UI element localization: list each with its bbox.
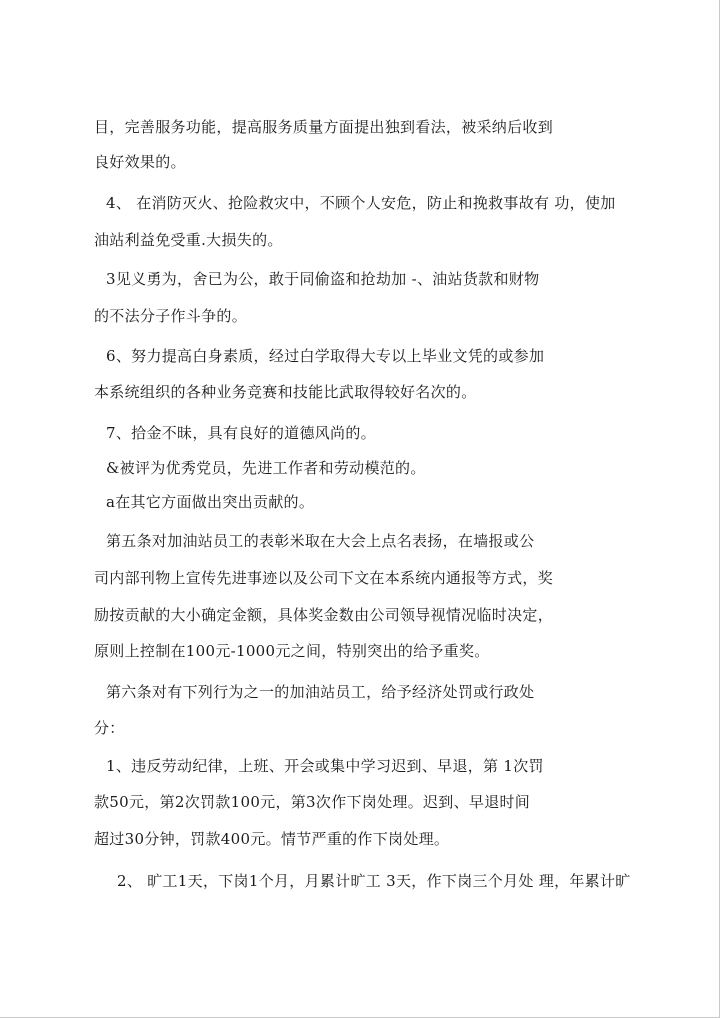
text-line-2: 良好效果的。 — [94, 153, 186, 171]
text-line-4: 油站利益免受重.大损失的。 — [94, 231, 283, 249]
text-line-19: 款50元，第2次罚款100元，第3次作下岗处理。迟到、早退时间 — [94, 793, 531, 811]
text-line-10: &被评为优秀党员，先进工作者和劳动模范的。 — [106, 459, 426, 477]
text-line-9: 7、拾金不昧，具有良好的道德风尚的。 — [106, 424, 376, 442]
text-line-7: 6、努力提高白身素质，经过白学取得大专以上毕业文凭的或参加 — [106, 347, 545, 365]
text-line-14: 励按贡献的大小确定金额，具体奖金数由公司领导视情况临时决定， — [94, 606, 554, 624]
text-line-17: 分： — [94, 719, 125, 737]
text-line-21: 2、 旷工1天，下岗1个月，月累计旷工 3天，作下岗三个月处 理，年累计旷 — [117, 872, 631, 890]
text-line-11: a在其它方面做出突出贡献的。 — [106, 493, 315, 511]
text-line-15: 原则上控制在100元-1000元之间，特别突出的给予重奖。 — [94, 642, 490, 660]
text-line-1: 目，完善服务功能，提高服务质量方面提出独到看法，被采纳后收到 — [94, 118, 554, 136]
text-line-13: 司内部刊物上宣传先进事迹以及公司下文在本系统内通报等方式，奖 — [94, 569, 554, 587]
text-line-6: 的不法分子作斗争的。 — [94, 307, 248, 325]
text-line-20: 超过30分钟，罚款400元。情节严重的作下岗处理。 — [94, 830, 450, 848]
text-line-3: 4、 在消防灭火、抢险救灾中，不顾个人安危，防止和挽救事故有 功，使加 — [106, 194, 616, 212]
text-line-18: 1、违反劳动纪律，上班、开会或集中学习迟到、早退，第 1次罚 — [106, 757, 544, 775]
text-line-8: 本系统组织的各种业务竞赛和技能比武取得较好名次的。 — [94, 383, 477, 401]
text-line-5: 3见义勇为，舍已为公，敢于同偷盗和抢劫加 -、油站货款和财物 — [106, 270, 540, 288]
text-line-16: 第六条对有下列行为之一的加油站员工，给予经济处罚或行政处 — [106, 683, 535, 701]
text-line-12: 第五条对加油站员工的表彰米取在大会上点名表扬，在墙报或公 — [106, 532, 535, 550]
